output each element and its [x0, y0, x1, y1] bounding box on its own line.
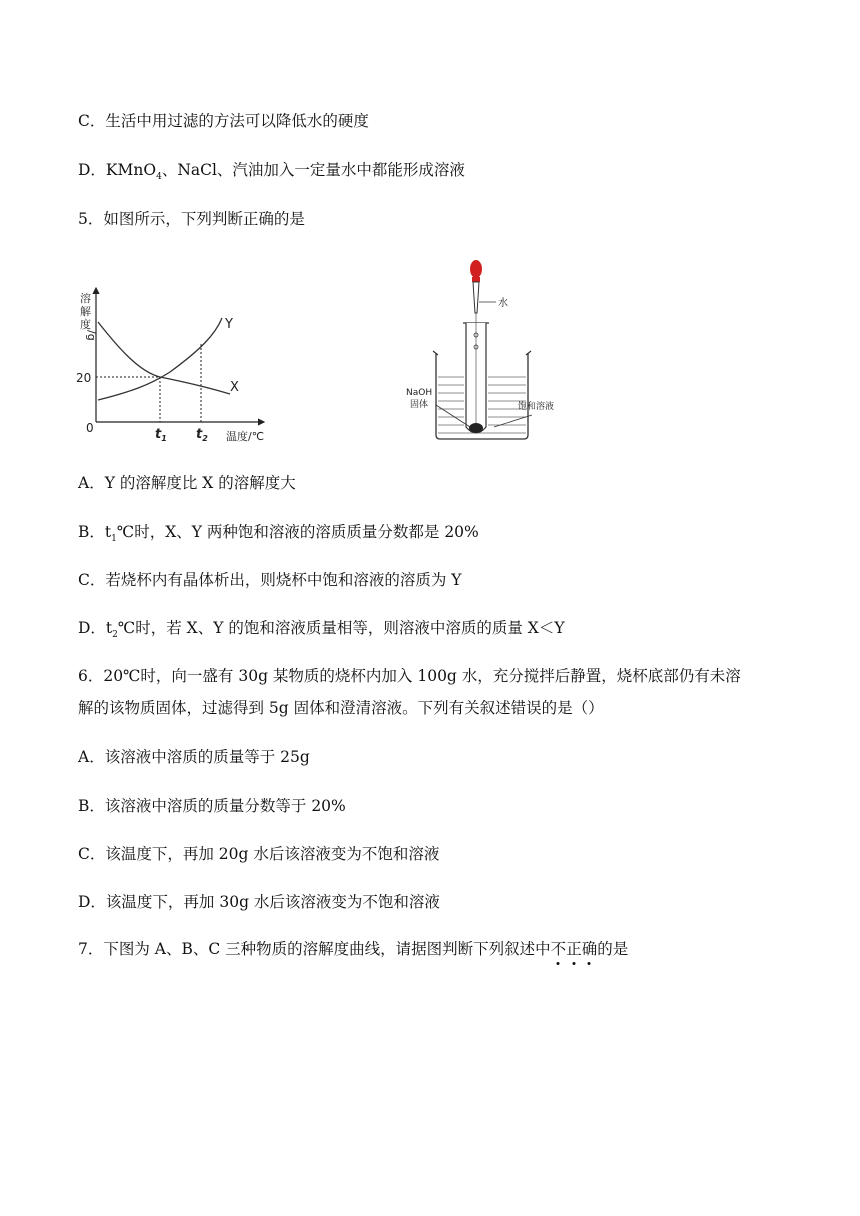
- q6-stem-line-1: 6．20℃时，向一盛有 30g 某物质的烧杯内加入 100g 水，充分搅拌后静置，烧杯底部仍有未溶: [78, 667, 741, 685]
- q7-emph-1: 不: [550, 940, 567, 958]
- q6-option-a: A．该溶液中溶质的质量等于 25g: [78, 748, 310, 766]
- y-axis-label-1: 溶: [80, 292, 91, 305]
- q4d-text-pre: D．KMnO: [78, 161, 157, 179]
- q5-stem: 5．如图所示，下列判断正确的是: [78, 210, 305, 228]
- q5-option-b: [78, 521, 479, 550]
- solution-label: 饱和溶液: [518, 402, 555, 412]
- q7-emph-2: 正: [566, 940, 582, 958]
- q4d-subscript: 4: [156, 172, 162, 183]
- q7-text-post: 的是: [597, 940, 629, 958]
- q6-stem-line-2: 解的该物质固体，过滤得到 5g 固体和澄清溶液。下列有关叙述错误的是（）: [78, 699, 604, 717]
- beaker-figure: [400, 255, 590, 445]
- curve-y: [98, 318, 222, 400]
- q5d-text-pre: D．t: [78, 619, 113, 637]
- naoh-solid: [469, 423, 483, 433]
- q7-stem: [78, 938, 628, 960]
- x-axis-label: 温度/℃: [226, 430, 265, 443]
- q5b-text-post: ℃时，X、Y 两种饱和溶液的溶质质量分数都是 20%: [116, 523, 479, 541]
- water-label: 水: [498, 298, 508, 309]
- solubility-graph: [70, 280, 300, 445]
- naoh-label-1: NaOH: [406, 388, 433, 398]
- q6-option-d: D．该温度下，再加 30g 水后该溶液变为不饱和溶液: [78, 893, 440, 911]
- q7-text-pre: 7．下图为 A、B、C 三种物质的溶解度曲线，请据图判断下列叙述中: [78, 940, 551, 958]
- q7-emph-3: 确: [581, 940, 598, 958]
- q4-option-c: C．生活中用过滤的方法可以降低水的硬度: [78, 112, 369, 130]
- q5-option-d: [78, 617, 565, 646]
- y-tick-20: 20: [76, 371, 92, 385]
- q5-option-a: A．Y 的溶解度比 X 的溶解度大: [78, 474, 296, 492]
- q5-option-c: C．若烧杯内有晶体析出，则烧杯中饱和溶液的溶质为 Y: [78, 571, 462, 589]
- curve-x-label: X: [230, 380, 239, 395]
- y-axis-label-3: 度: [80, 318, 91, 331]
- q5b-text-pre: B．t: [78, 523, 112, 541]
- naoh-label-2: 固体: [410, 400, 429, 410]
- q4d-text-post: 、NaCl、汽油加入一定量水中都能形成溶液: [161, 161, 465, 179]
- curve-x: [98, 322, 230, 394]
- dropper-collar: [472, 277, 480, 282]
- curve-y-label: Y: [225, 317, 233, 332]
- q6-option-b: B．该溶液中溶质的质量分数等于 20%: [78, 797, 346, 815]
- x-tick-t2: $t_2$: [196, 427, 208, 443]
- q6-option-c: C．该温度下，再加 20g 水后该溶液变为不饱和溶液: [78, 845, 440, 863]
- dropper-bulb: [470, 260, 482, 278]
- q5d-subscript: 2: [112, 630, 118, 641]
- x-tick-t1: $t_1$: [155, 427, 167, 443]
- origin-label: 0: [86, 421, 94, 435]
- naoh-pointer: [436, 405, 470, 427]
- q5b-subscript: 1: [111, 534, 117, 545]
- dropper-tube: [473, 282, 479, 313]
- y-axis-unit: /g: [85, 330, 98, 341]
- q4-option-d: [78, 159, 465, 188]
- y-axis-label-2: 解: [80, 305, 91, 318]
- q5d-text-post: ℃时，若 X、Y 的饱和溶液质量相等，则溶液中溶质的质量 X＜Y: [117, 619, 565, 637]
